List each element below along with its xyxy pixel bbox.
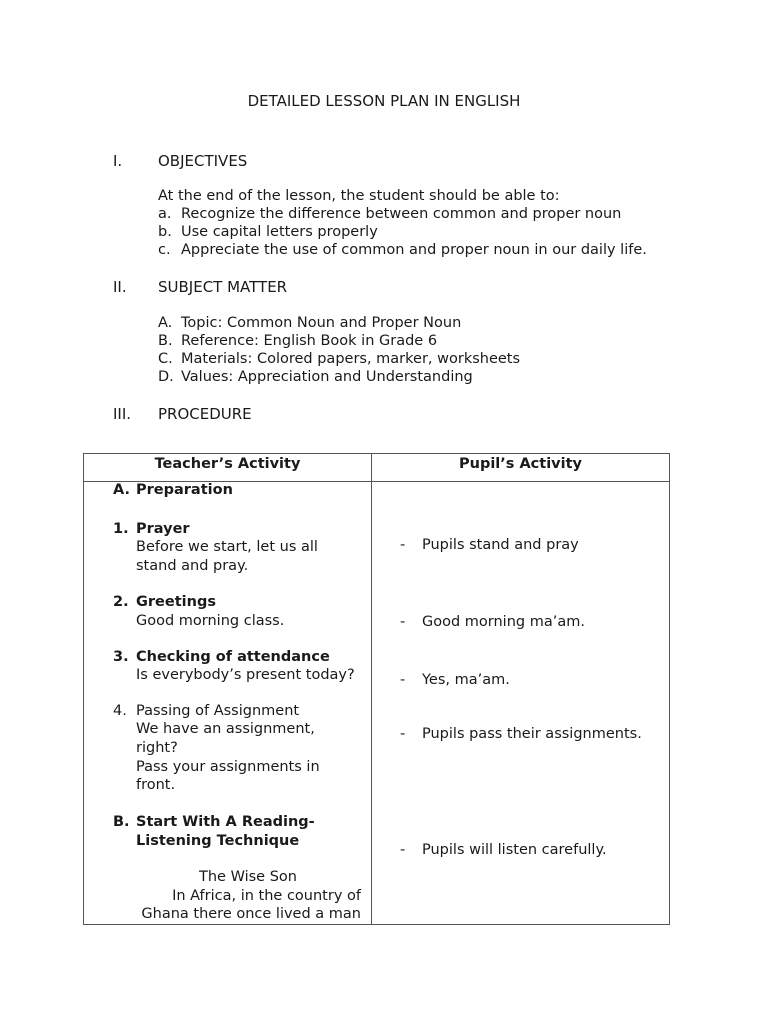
list-marker: D.: [158, 369, 174, 385]
document-title: DETAILED LESSON PLAN IN ENGLISH: [247, 92, 521, 110]
section-title-subject-matter: SUBJECT MATTER: [158, 278, 288, 296]
list-text: Use capital letters properly: [181, 224, 378, 240]
teacher-assignment-text: We have an assignment,: [136, 721, 315, 737]
table-column-divider: [371, 454, 372, 924]
header-teacher-activity: Teacher’s Activity: [154, 456, 301, 472]
marker-assignment: 4.: [113, 703, 127, 719]
teacher-reading-heading: Start With A Reading-: [136, 814, 315, 830]
activity-table: [83, 453, 670, 925]
pupil-response: [400, 726, 642, 742]
teacher-attendance-text: Is everybody’s present today?: [136, 667, 355, 683]
teacher-attendance-heading: Checking of attendance: [136, 649, 330, 665]
teacher-prayer-text: Before we start, let us all: [136, 539, 318, 555]
objective-item: [158, 224, 378, 240]
list-text: Reference: English Book in Grade 6: [181, 333, 438, 349]
list-text: Values: Appreciation and Understanding: [181, 369, 473, 385]
bullet-dash: -: [400, 842, 406, 858]
pupil-response-text: Pupils stand and pray: [422, 537, 579, 553]
section-title-procedure: PROCEDURE: [158, 405, 252, 423]
list-text: Materials: Colored papers, marker, worksheets: [181, 351, 521, 367]
marker-greetings: 2.: [113, 594, 129, 610]
bullet-dash: -: [400, 537, 406, 553]
bullet-dash: -: [400, 726, 406, 742]
pupil-response-text: Pupils pass their assignments.: [422, 726, 642, 742]
objective-item: [158, 206, 621, 222]
subject-item: [158, 351, 520, 367]
header-pupil-activity: Pupil’s Activity: [459, 456, 582, 472]
teacher-prayer-heading: Prayer: [136, 521, 190, 537]
list-marker: B.: [158, 333, 173, 349]
teacher-greetings-text: Good morning class.: [136, 613, 285, 629]
marker-reading: B.: [113, 814, 130, 830]
section-number-objectives: I.: [113, 152, 123, 170]
section-title-objectives: OBJECTIVES: [158, 152, 248, 170]
marker-attendance: 3.: [113, 649, 129, 665]
list-text: Appreciate the use of common and proper noun in our daily life.: [181, 242, 647, 258]
pupil-response-text: Yes, ma’am.: [422, 672, 510, 688]
section-number-subject-matter: II.: [113, 278, 127, 296]
pupil-response-text: Good morning ma’am.: [422, 614, 585, 630]
section-number-procedure: III.: [113, 405, 132, 423]
list-marker: c.: [158, 242, 171, 258]
story-title: The Wise Son: [199, 869, 297, 885]
pupil-response: [400, 842, 607, 858]
teacher-preparation: Preparation: [136, 482, 233, 498]
teacher-prayer-text: stand and pray.: [136, 558, 249, 574]
subject-item: [158, 333, 437, 349]
story-text: In Africa, in the country of: [172, 888, 361, 904]
teacher-assignment-text: right?: [136, 740, 178, 756]
objectives-intro: At the end of the lesson, the student should be able to:: [158, 188, 560, 204]
marker-preparation: A.: [113, 482, 130, 498]
pupil-response: [400, 537, 579, 553]
list-text: Topic: Common Noun and Proper Noun: [181, 315, 462, 331]
teacher-assignment-text: front.: [136, 777, 176, 793]
teacher-greetings-heading: Greetings: [136, 594, 216, 610]
subject-item: [158, 315, 461, 331]
bullet-dash: -: [400, 672, 406, 688]
list-marker: C.: [158, 351, 173, 367]
pupil-response: [400, 672, 510, 688]
marker-prayer: 1.: [113, 521, 129, 537]
pupil-response-text: Pupils will listen carefully.: [422, 842, 607, 858]
objective-item: [158, 242, 647, 258]
list-marker: a.: [158, 206, 172, 222]
teacher-assignment-text: Pass your assignments in: [136, 759, 320, 775]
story-text: Ghana there once lived a man: [141, 906, 361, 922]
pupil-response: [400, 614, 585, 630]
list-text: Recognize the difference between common and proper noun: [181, 206, 622, 222]
subject-item: [158, 369, 473, 385]
list-marker: b.: [158, 224, 172, 240]
teacher-reading-heading: Listening Technique: [136, 833, 300, 849]
list-marker: A.: [158, 315, 173, 331]
bullet-dash: -: [400, 614, 406, 630]
teacher-assignment-heading: Passing of Assignment: [136, 703, 300, 719]
